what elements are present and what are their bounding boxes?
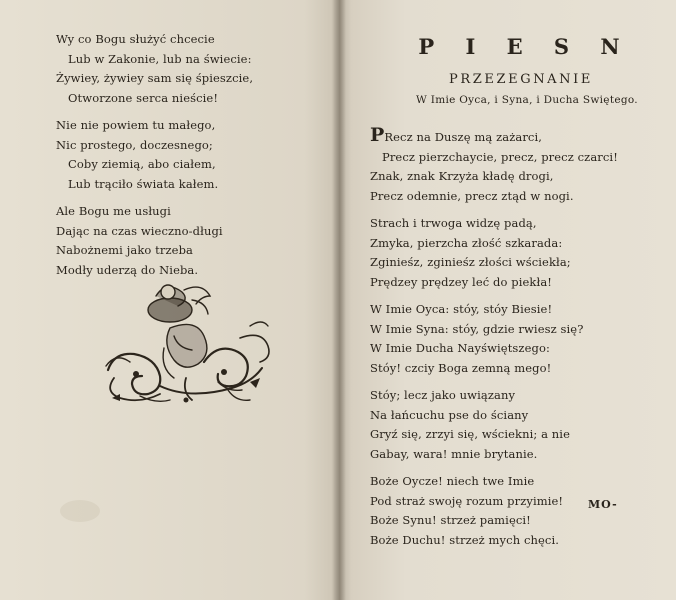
left-poem (56, 30, 316, 288)
poem-line: Coby ziemią, abo ciałem, (68, 157, 216, 171)
left-stanza-3 (56, 202, 316, 280)
right-poem (370, 124, 660, 558)
poem-line: Boże Synu! strzeż pamięci! (370, 513, 531, 527)
right-stanza-3 (370, 300, 660, 378)
left-stanza-2 (56, 116, 316, 194)
poem-line: Precz pierzchaycie, precz, precz czarci! (382, 149, 618, 164)
poem-line: Stóy! czciy Boga zemną mego! (370, 360, 552, 375)
poem-line: Gryź się, zrzyi się, wściekni; a nie (370, 427, 570, 441)
poem-line-first (370, 124, 660, 148)
poem-line: Lub trąciło świata kałem. (68, 176, 219, 191)
poem-line: Precz odemnie, precz ztąd w nogi. (370, 188, 574, 203)
poem-line-text: Recz na Duszę mą zażarci, (384, 130, 542, 144)
poem-line: W Imie Oyca: stóy, stóy Biesie! (370, 302, 553, 316)
drop-cap: P (370, 124, 385, 146)
right-stanza-2 (370, 214, 660, 292)
right-stanza-4 (370, 386, 660, 464)
catchword: MO- (588, 498, 618, 511)
poem-line: Pod straż swoję rozum przyimie! (370, 493, 564, 508)
poem-line: Wy co Bogu służyć chcecie (56, 32, 215, 46)
poem-line: Dając na czas wieczno-długi (56, 223, 223, 238)
page-title: P I E S N (418, 34, 632, 59)
poem-line: Strach i trwoga widzę padą, (370, 216, 537, 230)
poem-line: W Imie Ducha Nayświętszego: (370, 341, 550, 355)
poem-line: Nic prostego, doczesnego; (56, 137, 213, 152)
poem-line: Ale Bogu me usługi (56, 204, 171, 218)
poem-line: Żywiey, żywiey sam się śpieszcie, (56, 71, 254, 85)
poem-line: Na łańcuchu pse do ściany (370, 407, 529, 422)
poem-line: Nabożnemi jako trzeba (56, 243, 193, 257)
poem-line: Prędzey prędzey leć do piekła! (370, 274, 553, 289)
poem-line: Zginieśz, zginieśz złości wściekła; (370, 255, 571, 269)
paper-stain (60, 500, 100, 522)
poem-line: Lub w Zakonie, lub na świecie: (68, 51, 252, 66)
page-subtitle: PRZEZEGNANIE (449, 72, 593, 87)
poem-line: Znak, znak Krzyża kładę drogi, (370, 169, 554, 183)
poem-line: Nie nie powiem tu małego, (56, 118, 216, 132)
poem-line: Gabay, wara! mnie brytanie. (370, 446, 538, 461)
right-stanza-5 (370, 472, 660, 550)
poem-line: Zmyka, pierzcha złość szkarada: (370, 235, 563, 250)
poem-line: Stóy; lecz jako uwiązany (370, 388, 516, 402)
invocation: W Imie Oyca, i Syna, i Ducha Swiętego. (416, 94, 638, 106)
poem-line: Boże Oycze! niech twe Imie (370, 474, 535, 488)
poem-line: Modły uderzą do Nieba. (56, 262, 199, 277)
poem-line: Otworzone serca nieście! (68, 90, 219, 105)
poem-line: Boże Duchu! strzeż mych chęci. (370, 532, 559, 547)
rococo-ornament (100, 278, 284, 408)
right-stanza-1 (370, 124, 660, 206)
left-stanza-1 (56, 30, 316, 108)
right-page (338, 0, 676, 600)
poem-line: W Imie Syna: stóy, gdzie rwiesz się? (370, 321, 584, 336)
